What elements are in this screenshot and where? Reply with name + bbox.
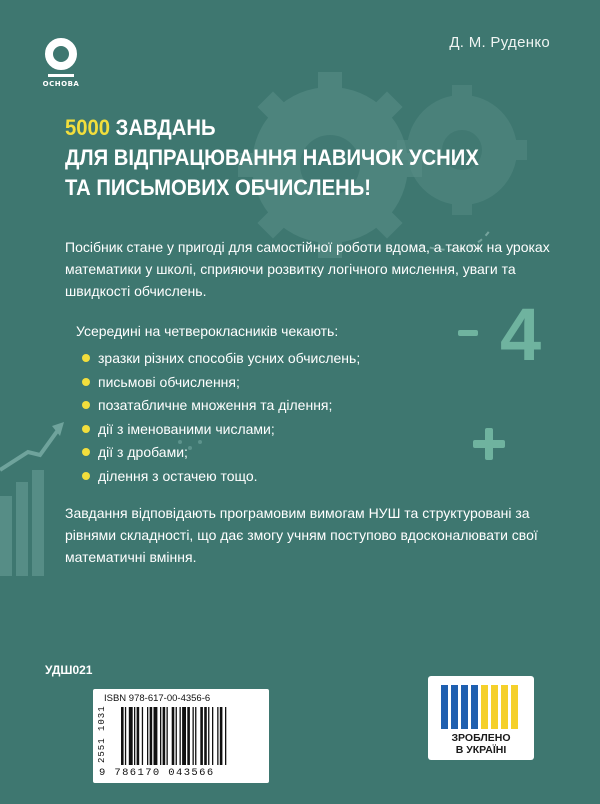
standards-paragraph: Завдання відповідають програмовим вимогам НУШ та структуровані за рівнями складності, що дає змогу учням поступово вдосконалювати свої математичні вміння.: [65, 505, 538, 565]
barcode-bars-icon: [121, 707, 261, 769]
barcode-bar: [176, 707, 177, 765]
made-in-ukraine-text: [428, 733, 534, 756]
description-paragraph: Посібник стане у пригоді для самостійної роботи вдома, а також на уроках математики у школі, сприяючи розвитку логічного мислення, уваги та швидкості обчислень.: [65, 239, 550, 299]
stripe: [481, 685, 488, 729]
barcode-bar: [204, 707, 207, 765]
barcode-bar: [220, 707, 223, 765]
made-text-line-1: ЗРОБЛЕНО: [451, 732, 511, 744]
list-intro: Усередині на четверокласників чекають:: [76, 323, 339, 339]
logo-ring-icon: [45, 38, 77, 70]
barcode-bar: [121, 707, 124, 765]
barcode-bar: [142, 707, 143, 765]
headline-line-3: ТА ПИСЬМОВИХ ОБЧИСЛЕНЬ!: [65, 175, 371, 200]
logo-bar-icon: [48, 74, 74, 77]
list-item-text: дії з іменованими числами;: [98, 420, 275, 437]
plus-icon: [473, 428, 505, 460]
barcode-bar: [193, 707, 194, 765]
product-code: УДШ021: [45, 663, 93, 677]
bullet-icon: [82, 378, 90, 386]
made-text-line-2: В УКРАЇНІ: [455, 743, 507, 756]
isbn-text: ISBN 978-617-00-4356-6: [104, 693, 211, 704]
barcode-bar: [167, 707, 168, 765]
barcode-bar: [147, 707, 148, 765]
list-item: [80, 466, 360, 490]
barcode-bar: [163, 707, 166, 765]
stripe: [451, 685, 458, 729]
headline-line-1-rest: ЗАВДАНЬ: [110, 115, 216, 140]
barcode-bar: [137, 707, 140, 765]
barcode-bar: [172, 707, 175, 765]
list-item: [80, 348, 360, 372]
headline-line-2: ДЛЯ ВІДПРАЦЮВАННЯ НАВИЧОК УСНИХ: [65, 145, 479, 170]
barcode-bar: [180, 707, 181, 765]
feature-list: [80, 348, 360, 489]
list-item: [80, 372, 360, 396]
ukraine-stripes-icon: [441, 685, 521, 729]
barcode-bar: [160, 707, 161, 765]
bullet-icon: [82, 448, 90, 456]
barcode-bar: [187, 707, 190, 765]
growth-chart-icon: [0, 470, 44, 576]
list-item: [80, 442, 360, 466]
logo-text: ОСНОВА: [42, 80, 80, 88]
digit-four-icon: 4: [500, 293, 542, 376]
barcode-bar: [200, 707, 203, 765]
headline: [65, 113, 497, 203]
barcode: [93, 689, 269, 783]
list-item-text: зразки різних способів усних обчислень;: [98, 350, 361, 366]
list-item-text: позатабличне множення та ділення;: [98, 397, 333, 413]
bullet-icon: [82, 472, 90, 480]
list-item-text: дії з дробами;: [98, 444, 188, 460]
barcode-bar: [182, 707, 186, 765]
headline-number: 5000: [65, 115, 111, 140]
stripe: [511, 685, 518, 729]
barcode-bar: [134, 707, 135, 765]
list-item-text: ділення з остачею тощо.: [98, 467, 258, 484]
minus-icon: [458, 330, 478, 336]
barcode-bar: [125, 707, 126, 765]
stripe: [491, 685, 498, 729]
ean-number: 9 786170 043566: [99, 767, 215, 779]
list-item-text: письмові обчислення;: [98, 373, 240, 390]
bullet-icon: [82, 354, 90, 362]
stripe: [461, 685, 468, 729]
barcode-bar: [154, 707, 158, 765]
stripe: [471, 685, 478, 729]
barcode-bar: [195, 707, 196, 765]
publisher-logo: [38, 38, 84, 88]
barcode-bar: [150, 707, 153, 765]
bullet-icon: [82, 425, 90, 433]
stripe: [441, 685, 448, 729]
barcode-bar: [212, 707, 213, 765]
barcode-bar: [129, 707, 133, 765]
barcode-bar: [225, 707, 226, 765]
barcode-bar: [217, 707, 218, 765]
barcode-bar: [208, 707, 209, 765]
list-item: [80, 395, 360, 419]
list-item: [80, 419, 360, 443]
author-name: Д. М. Руденко: [449, 34, 550, 51]
barcode-side-number: 2551 1031: [97, 705, 107, 763]
stripe: [501, 685, 508, 729]
headline-line-1: [65, 113, 497, 143]
made-in-ukraine-badge: [428, 676, 534, 760]
bullet-icon: [82, 401, 90, 409]
